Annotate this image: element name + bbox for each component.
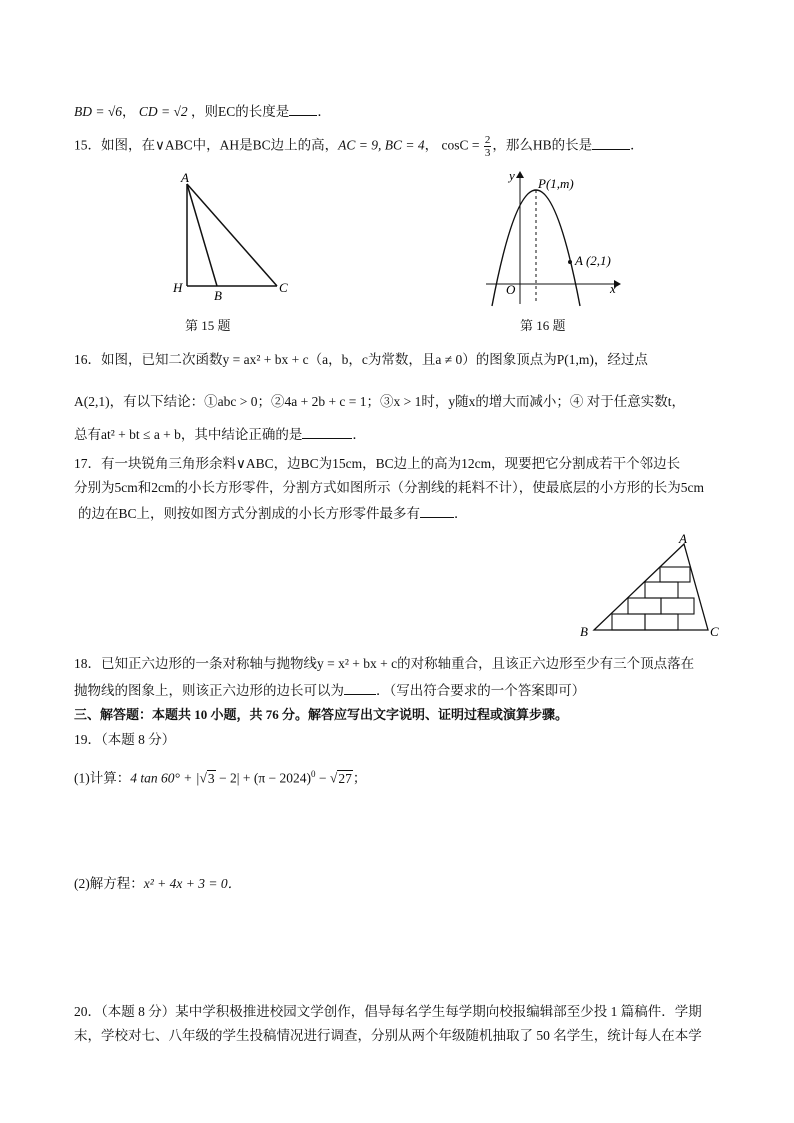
q19-part1-expr-b: − 2| + (π − 2024) (215, 770, 312, 786)
q18-line-2 (74, 680, 585, 701)
q19-part1-sqrt27: 27 (338, 770, 352, 786)
q15-cos-den: 3 (484, 147, 491, 159)
q19-part2 (74, 874, 241, 894)
q19-part1-sqrt3: 3 (207, 770, 215, 786)
q16-line-3-text: 总有at² + bt ≤ a + b，其中结论正确的是 (74, 427, 303, 442)
q14-bd: BD = √6 (74, 104, 123, 119)
q17-line-3-text: 的边在BC上，则按如图方式分割成的小长方形零件最多有 (78, 506, 421, 521)
fig15-label-h: H (173, 280, 183, 295)
figure-16-parabola (478, 166, 628, 308)
fig17-label-c: C (710, 624, 719, 639)
fig16-caption: 第 16 题 (520, 318, 566, 333)
q15-answer-blank[interactable] (592, 135, 630, 150)
q19-part1-expr-a: 4 tan 60° + | (130, 770, 200, 786)
q15-number: 15． (74, 137, 101, 153)
q15-given: AC = 9, BC = 4 (338, 137, 425, 153)
section-3-heading: 三、解答题：本题共 10 小题，共 76 分。解答应写出文字说明、证明过程或演算步骤。 (74, 707, 569, 722)
q16-line-1: 16．如图，已知二次函数y = ax² + bx + c（a，b，c为常数，且a ≠ 0）的图象顶点为P(1,m)，经过点 (74, 352, 648, 367)
q19-header: 19．（本题 8 分） (74, 732, 176, 747)
q15-cos-fraction (484, 134, 492, 159)
fig15-label-a: A (181, 170, 189, 185)
q15-cos-num: 2 (484, 134, 491, 146)
q15-cos-label: cosC = (441, 137, 480, 153)
q18-line-2a: 抛物线的图象上，则该正六边形的边长可以为 (74, 683, 344, 698)
q19-part1-exponent: 0 (311, 769, 316, 779)
q17-line-3: 的边在BC上，则按如图方式分割成的小长方形零件最多有 ． (78, 503, 468, 524)
fig15-caption: 第 15 题 (185, 318, 231, 333)
fig17-label-a: A (679, 534, 687, 546)
q14-answer-blank[interactable] (289, 101, 317, 116)
q20-line-1: 20．（本题 8 分）某中学积极推进校园文学创作，倡导每名学生每学期向校报编辑部至少投 1 篇稿件．学期 (74, 1004, 702, 1019)
q14-cd: CD = √2 (138, 104, 188, 119)
q17-line-2: 分别为5cm和2cm的小长方形零件，分割方式如图所示（分割线的耗料不计），使最底层的小方形的长为5cm (74, 480, 704, 495)
fig15-label-c: C (279, 280, 288, 295)
fig17-label-b: B (580, 624, 588, 639)
q14-tail-line: BD = √6， CD = √2 ，则EC的长度是 ． (74, 101, 331, 122)
q19-part2-expr: x² + 4x + 3 = 0． (143, 876, 242, 891)
q17-line-1: 17．有一块锐角三角形余料∨ABC，边BC为15cm，BC边上的高为12cm，现要把它分割成若干个邻边长 (74, 456, 681, 471)
fig16-label-a: A (2,1) (575, 253, 611, 268)
q16-answer-blank[interactable] (302, 424, 352, 439)
figure-17-triangle-rectangles (574, 534, 724, 644)
q14-ask: ，则EC的长度是 (191, 104, 290, 119)
fig16-label-p: P(1,m) (538, 176, 574, 191)
fig16-label-y: y (509, 168, 515, 183)
q18-line-2b: ．（写出符合要求的一个答案即可） (376, 683, 586, 698)
q19-part1-end: ； (352, 770, 367, 786)
q19-part1: (1)计算：4 $\tan 60^\circ + |√3 - 2| + (\pi - 2024)^0 - √27$； (74, 769, 367, 786)
q16-line-3: 总有at² + bt ≤ a + b，其中结论正确的是 ． (74, 424, 366, 445)
fig16-label-x: x (610, 281, 616, 296)
fig15-label-b: B (214, 288, 222, 303)
q19-part1-expr-c: − (315, 770, 330, 786)
q20-line-2: 末，学校对七、八年级的学生投稿情况进行调查，分别从两个年级随机抽取了 50 名学生，统计每人在本学 (74, 1028, 702, 1043)
q17-answer-blank[interactable] (420, 503, 454, 518)
q15-text-b: ，那么HB的长是 (492, 137, 593, 153)
q15-text-a: 如图，在∨ABC中，AH是BC边上的高， (101, 137, 339, 153)
q19-part2-label: (2)解方程： (74, 876, 144, 891)
q16-line-2: A(2,1)，有以下结论：①abc > 0；②4a + 2b + c = 1；③x > 1时，y随x的增大而减小；④ 对于任意实数t， (74, 394, 686, 409)
figure-15-triangle (165, 168, 305, 308)
q18-line-1: 18．已知正六边形的一条对称轴与抛物线y = x² + bx + c的对称轴重合，且该正六边形至少有三个顶点落在 (74, 656, 695, 671)
q15-line: 15．如图，在∨ABC中，AH是BC边上的高，AC = 9, BC = 4， cosC = $\frac{2}{3}$ ，那么HB的长是 ． (74, 134, 644, 159)
q18-answer-blank[interactable] (344, 680, 376, 695)
q19-part1-label: (1)计算： (74, 770, 131, 786)
fig16-label-o: O (506, 282, 516, 297)
